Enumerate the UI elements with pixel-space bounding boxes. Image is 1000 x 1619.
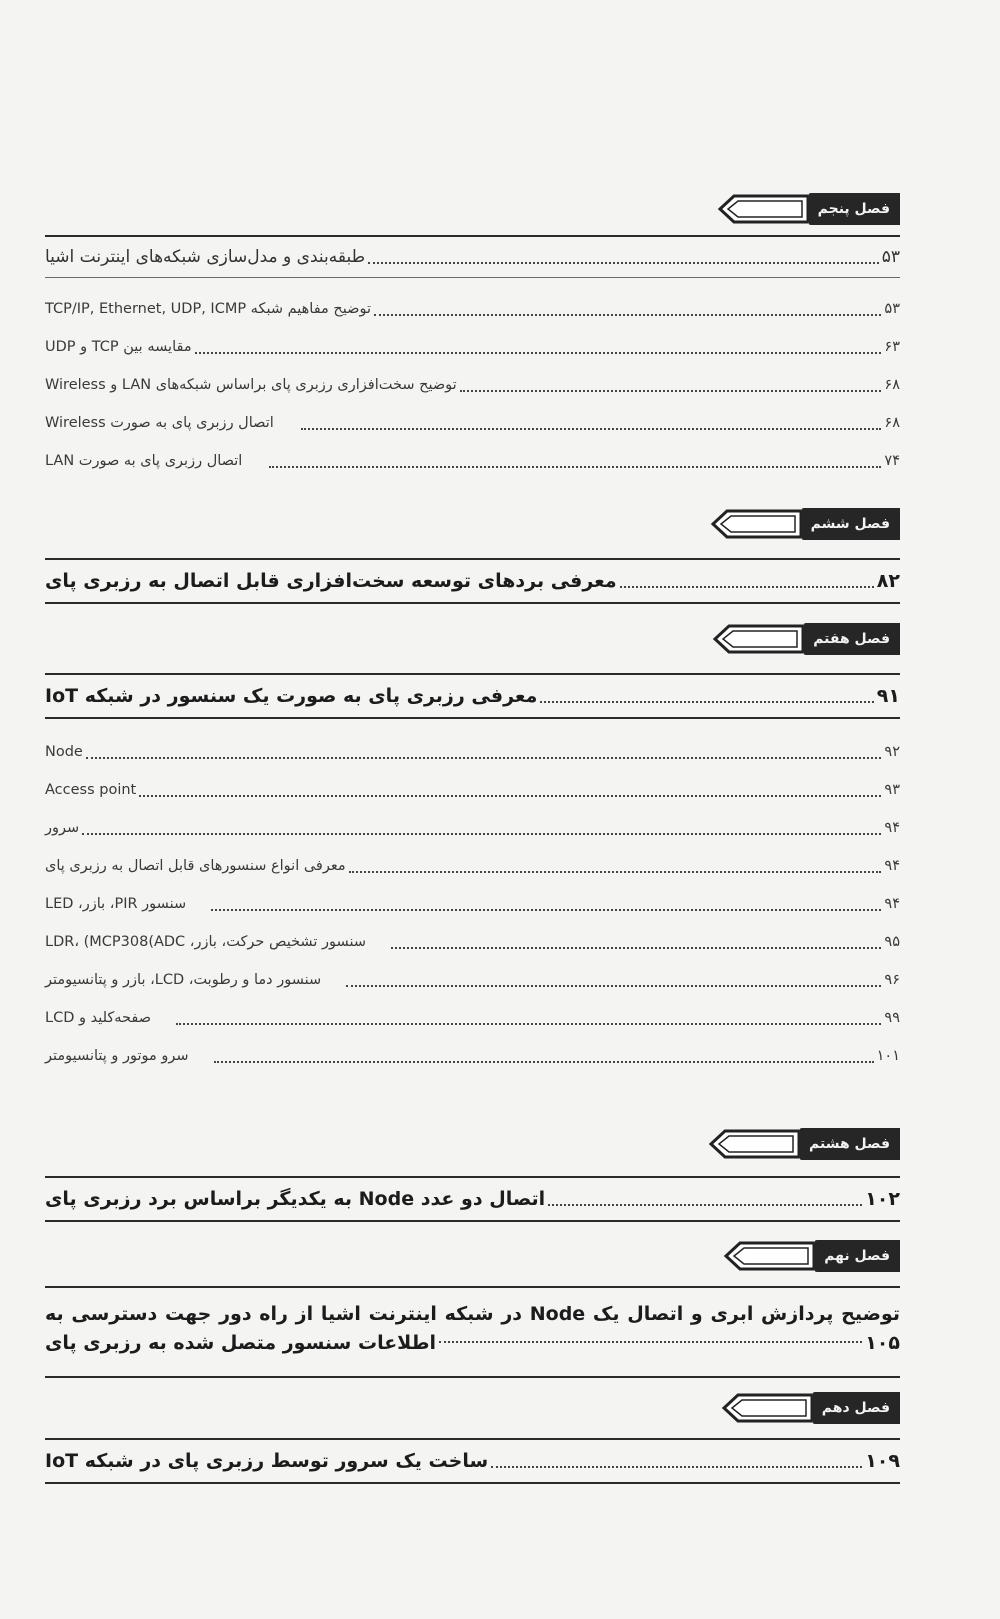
entry-title: توضیح سخت‌افزاری رزبری پای براساس شبکه‌های LAN و Wireless — [45, 377, 457, 393]
chapter-6-section — [45, 508, 900, 604]
leader-dots — [374, 314, 881, 316]
entry-page: ۱۰۵ — [865, 1332, 900, 1354]
toc-main-entry[interactable] — [45, 1440, 900, 1482]
entry-title: طبقه‌بندی و مدل‌سازی شبکه‌های اینترنت اشیا — [45, 247, 366, 267]
chapter-label: فصل ششم — [801, 508, 900, 540]
entry-title-line-1: توضیح پردازش ابری و اتصال یک Node در شبکه اینترنت اشیا از راه دور جهت دسترسی به — [45, 1303, 901, 1325]
chapter-arrow-icon — [707, 1128, 799, 1160]
chapter-arrow-icon — [711, 623, 803, 655]
chapter-badge — [45, 1392, 900, 1428]
toc-main-entry[interactable] — [45, 1178, 900, 1220]
chapter-badge — [45, 1240, 900, 1276]
chapter-label: فصل پنجم — [808, 193, 900, 225]
chapter-badge — [45, 193, 900, 229]
leader-dots — [139, 795, 881, 797]
entry-page: ۱۰۹ — [865, 1450, 900, 1472]
entry-page: ۶۳ — [884, 339, 900, 355]
chapter-arrow-icon — [716, 193, 808, 225]
entry-page: ۹۳ — [884, 782, 900, 798]
entry-title: Access point — [45, 782, 137, 798]
toc-sub-entry[interactable] — [45, 999, 900, 1037]
entry-page: ۹۶ — [884, 972, 900, 988]
entry-title: مقایسه بین TCP و UDP — [45, 339, 192, 355]
divider — [45, 1220, 900, 1222]
entry-title: معرفی انواع سنسورهای قابل اتصال به رزبری پای — [45, 858, 346, 874]
toc-sub-entry[interactable] — [45, 1037, 900, 1075]
toc-main-entry[interactable] — [45, 237, 900, 277]
chapter-arrow-icon — [720, 1392, 812, 1424]
leader-dots — [491, 1466, 862, 1468]
leader-dots — [214, 1061, 874, 1063]
entry-title: سرور — [45, 820, 80, 836]
leader-dots — [368, 262, 879, 264]
leader-dots — [195, 352, 882, 354]
entry-page: ۹۵ — [884, 934, 900, 950]
chapter-label: فصل هشتم — [799, 1128, 900, 1160]
entry-title: سنسور PIR، بازر، LED — [45, 896, 187, 912]
entry-title: معرفی رزبری پای به صورت یک سنسور در شبکه IoT — [45, 685, 538, 707]
chapter-badge — [45, 508, 900, 544]
chapter-badge — [45, 1128, 900, 1164]
toc-main-entry[interactable] — [45, 675, 900, 717]
toc-sub-entry[interactable] — [45, 328, 900, 366]
toc-sub-entry[interactable] — [45, 809, 900, 847]
entry-title-line-2: اطلاعات سنسور متصل شده به رزبری پای — [45, 1332, 437, 1354]
chapter-label: فصل دهم — [812, 1392, 900, 1424]
entry-title: اتصال دو عدد Node به یکدیگر براساس برد رزبری پای — [45, 1188, 546, 1210]
entry-title: سنسور تشخیص حرکت، بازر، LDR، (MCP308(ADC — [45, 934, 366, 950]
entry-page: ۹۴ — [884, 820, 900, 836]
toc-sub-entry[interactable] — [45, 885, 900, 923]
toc-main-entry-multiline[interactable] — [45, 1288, 900, 1376]
toc-sub-entry[interactable] — [45, 442, 900, 480]
entry-title: توضیح مفاهیم شبکه TCP/IP, Ethernet, UDP, ICMP — [45, 301, 371, 317]
entry-page: ۱۰۲ — [865, 1188, 900, 1210]
entry-title: سرو موتور و پتانسیومتر — [45, 1048, 189, 1064]
leader-dots — [391, 947, 881, 949]
leader-dots — [540, 701, 873, 703]
chapter-5-section — [45, 193, 900, 480]
entry-page: ۹۹ — [884, 1010, 900, 1026]
toc-sub-entry[interactable] — [45, 733, 900, 771]
leader-dots — [301, 428, 882, 430]
entry-title: Node — [45, 744, 83, 760]
entry-page: ۹۲ — [884, 744, 900, 760]
toc-sub-entry[interactable] — [45, 961, 900, 999]
divider — [45, 1376, 900, 1378]
entry-title: ساخت یک سرور توسط رزبری پای در شبکه IoT — [45, 1450, 489, 1472]
leader-dots — [460, 390, 882, 392]
entry-page: ۹۴ — [884, 858, 900, 874]
entry-page: ۶۸ — [884, 415, 900, 431]
chapter-arrow-icon — [709, 508, 801, 540]
leader-dots — [211, 909, 881, 911]
entry-page: ۹۱ — [876, 685, 900, 707]
toc-main-entry[interactable] — [45, 560, 900, 602]
leader-dots — [439, 1341, 862, 1343]
toc-sub-entry[interactable] — [45, 290, 900, 328]
chapter-label: فصل هفتم — [803, 623, 900, 655]
toc-sub-entry[interactable] — [45, 404, 900, 442]
chapter-9-section — [45, 1240, 900, 1378]
entry-title: معرفی بردهای توسعه سخت‌افزاری قابل اتصال به رزبری پای — [45, 570, 617, 592]
chapter-7-section — [45, 623, 900, 1075]
entry-page: ۹۴ — [884, 896, 900, 912]
entry-title: اتصال رزبری پای به صورت LAN — [45, 453, 243, 469]
entry-page: ۸۲ — [876, 570, 900, 592]
toc-sub-entry[interactable] — [45, 771, 900, 809]
chapter-label: فصل نهم — [814, 1240, 900, 1272]
chapter-arrow-icon — [722, 1240, 814, 1272]
entry-page: ۱۰۱ — [876, 1048, 900, 1064]
chapter-badge — [45, 623, 900, 659]
entry-page: ۶۸ — [884, 377, 900, 393]
entry-page: ۵۳ — [884, 301, 900, 317]
leader-dots — [346, 985, 881, 987]
entry-page: ۵۳ — [881, 247, 900, 267]
chapter-8-section — [45, 1128, 900, 1222]
toc-sub-entry[interactable] — [45, 366, 900, 404]
leader-dots — [176, 1023, 881, 1025]
divider — [45, 602, 900, 604]
leader-dots — [86, 757, 882, 759]
leader-dots — [548, 1204, 862, 1206]
toc-sub-entry[interactable] — [45, 847, 900, 885]
entry-title: صفحه‌کلید و LCD — [45, 1010, 152, 1026]
entry-title: اتصال رزبری پای به صورت Wireless — [45, 415, 274, 431]
divider — [45, 1482, 900, 1484]
entry-title: سنسور دما و رطوبت، LCD، بازر و پتانسیومتر — [45, 972, 322, 988]
toc-sub-entry[interactable] — [45, 923, 900, 961]
leader-dots — [269, 466, 881, 468]
chapter-10-section — [45, 1392, 900, 1484]
leader-dots — [620, 586, 874, 588]
leader-dots — [82, 833, 881, 835]
entry-page: ۷۴ — [884, 453, 900, 469]
leader-dots — [349, 871, 882, 873]
